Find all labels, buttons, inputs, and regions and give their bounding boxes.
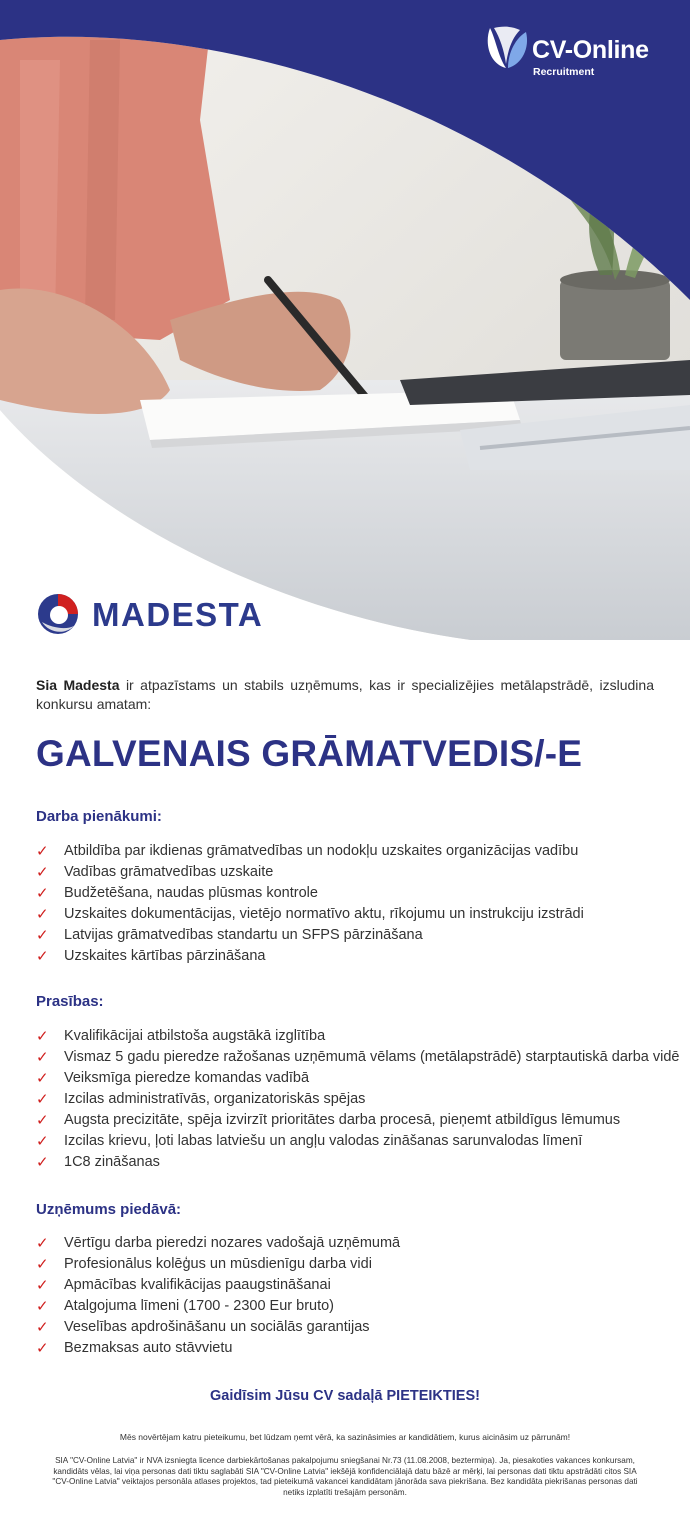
list-item <box>36 1068 666 1089</box>
checkmark-icon: ✓ <box>36 1340 49 1357</box>
cv-online-logo[interactable] <box>486 24 666 84</box>
checkmark-icon: ✓ <box>36 927 49 944</box>
list-item-text: Budžetēšana, naudas plūsmas kontrole <box>64 885 318 901</box>
requirements-heading: Prasības: <box>36 993 104 1010</box>
checkmark-icon: ✓ <box>36 906 49 923</box>
cv-online-name: CV-Online <box>532 36 649 64</box>
checkmark-icon: ✓ <box>36 1298 49 1315</box>
list-item-text: Vērtīgu darba pieredzi nozares vadošajā uzņēmumā <box>64 1235 401 1251</box>
list-item <box>36 1233 666 1254</box>
list-item-text: Uzskaites dokumentācijas, vietējo normatīvo aktu, rīkojumu un instrukciju izstrādi <box>64 906 584 922</box>
cv-online-logo-icon <box>486 24 530 72</box>
list-item <box>36 1047 680 1068</box>
checkmark-icon: ✓ <box>36 843 49 860</box>
checkmark-icon: ✓ <box>36 1112 49 1129</box>
checkmark-icon: ✓ <box>36 1154 49 1171</box>
checkmark-icon: ✓ <box>36 1028 49 1045</box>
offer-list <box>36 1233 666 1359</box>
list-item <box>36 1296 666 1317</box>
list-item-text: Apmācības kvalifikācijas paaugstināšanai <box>64 1277 331 1293</box>
legal-disclaimer: SIA "CV-Online Latvia" ir NVA izsniegta licence darbiekārtošanas pakalpojumu sniegšanai Nr.73 (11.08.2008, beztermiņa). Ja, piesakoties vakances konkursam, kandidāts vēlas, lai viņa personas dati tiktu saglabāti SIA "CV-Online Latvia" iekšējā konfidenciālajā datu bāzē ar mērķi, lai personas dati tiktu apstrādāti citos SIA "CV-Online Latvia" veiktajos personāla atlases projektos, tad pieteikumā vakancei kandidātam jānorāda sava piekrišana. Bez kandidāta piekrišanas personas dati netiks izplatīti trešajām personām. <box>52 1456 638 1497</box>
checkmark-icon: ✓ <box>36 864 49 881</box>
list-item-text: 1C8 zināšanas <box>64 1154 160 1170</box>
list-item-text: Vadības grāmatvedības uzskaite <box>64 864 274 880</box>
hero-section <box>0 0 690 640</box>
list-item-text: Vismaz 5 gadu pieredze ražošanas uzņēmumā vēlams (metālapstrādē) starptautiskā darba vidē <box>64 1049 680 1065</box>
checkmark-icon: ✓ <box>36 1277 49 1294</box>
madesta-logo-icon <box>36 592 80 636</box>
duties-heading: Darba pienākumi: <box>36 808 162 825</box>
list-item-text: Izcilas krievu, ļoti labas latviešu un angļu valodas zināšanas sarunvalodas līmenī <box>64 1133 583 1149</box>
list-item-text: Bezmaksas auto stāvvietu <box>64 1340 233 1356</box>
list-item <box>36 1317 666 1338</box>
list-item-text: Augsta precizitāte, spēja izvirzīt prioritātes darba procesā, pieņemt atbildīgus lēmumus <box>64 1112 621 1128</box>
list-item-text: Atbildība par ikdienas grāmatvedības un nodokļu uzskaites organizācijas vadību <box>64 843 579 859</box>
list-item <box>36 1152 666 1173</box>
hero-photo <box>0 0 690 640</box>
list-item-text: Veselības apdrošināšanu un sociālās garantijas <box>64 1319 370 1335</box>
checkmark-icon: ✓ <box>36 948 49 965</box>
requirements-list <box>36 1026 680 1173</box>
list-item-text: Profesionālus kolēģus un mūsdienīgu darba vidi <box>64 1256 372 1272</box>
job-title: GALVENAIS GRĀMATVEDIS/-E <box>36 733 583 774</box>
list-item-text: Veiksmīga pieredze komandas vadībā <box>64 1070 310 1086</box>
list-item-text: Atalgojuma līmeni (1700 - 2300 Eur bruto) <box>64 1298 335 1314</box>
list-item <box>36 1026 666 1047</box>
cv-online-subtitle: Recruitment <box>533 66 595 78</box>
list-item <box>36 1110 666 1131</box>
list-item <box>36 1338 666 1359</box>
checkmark-icon: ✓ <box>36 1256 49 1273</box>
list-item-text: Kvalifikācijai atbilstoša augstākā izglītība <box>64 1028 326 1044</box>
list-item-text: Uzskaites kārtības pārzināšana <box>64 948 266 964</box>
checkmark-icon: ✓ <box>36 1070 49 1087</box>
list-item <box>36 862 666 883</box>
duties-list <box>36 841 666 967</box>
company-name: Sia Madesta <box>36 677 120 693</box>
list-item <box>36 841 666 862</box>
list-item-text: Izcilas administratīvās, organizatoriskās spējas <box>64 1091 366 1107</box>
list-item <box>36 883 666 904</box>
list-item <box>36 925 666 946</box>
list-item <box>36 1275 666 1296</box>
contact-note: Mēs novērtējam katru pieteikumu, bet lūdzam ņemt vērā, ka sazināsimies ar kandidātiem, kurus aicināsim uz pārrunām! <box>119 1432 571 1442</box>
checkmark-icon: ✓ <box>36 1049 49 1066</box>
employer-logo <box>36 592 264 636</box>
checkmark-icon: ✓ <box>36 885 49 902</box>
intro-text: ir atpazīstams un stabils uzņēmums, kas ir specializējies metālapstrādē, izsludina konkursu amatam: <box>36 677 654 712</box>
checkmark-icon: ✓ <box>36 1319 49 1336</box>
list-item <box>36 904 666 925</box>
list-item-text: Latvijas grāmatvedības standartu un SFPS pārzināšana <box>64 927 423 943</box>
checkmark-icon: ✓ <box>36 1133 49 1150</box>
list-item <box>36 1089 666 1110</box>
intro-paragraph <box>36 676 654 714</box>
apply-call-to-action[interactable]: Gaidīsim Jūsu CV sadaļā PIETEIKTIES! <box>210 1388 480 1404</box>
list-item <box>36 946 666 967</box>
employer-name: MADESTA <box>92 596 264 633</box>
list-item <box>36 1254 666 1275</box>
offer-heading: Uzņēmums piedāvā: <box>36 1201 182 1218</box>
checkmark-icon: ✓ <box>36 1091 49 1108</box>
checkmark-icon: ✓ <box>36 1235 49 1252</box>
list-item <box>36 1131 666 1152</box>
